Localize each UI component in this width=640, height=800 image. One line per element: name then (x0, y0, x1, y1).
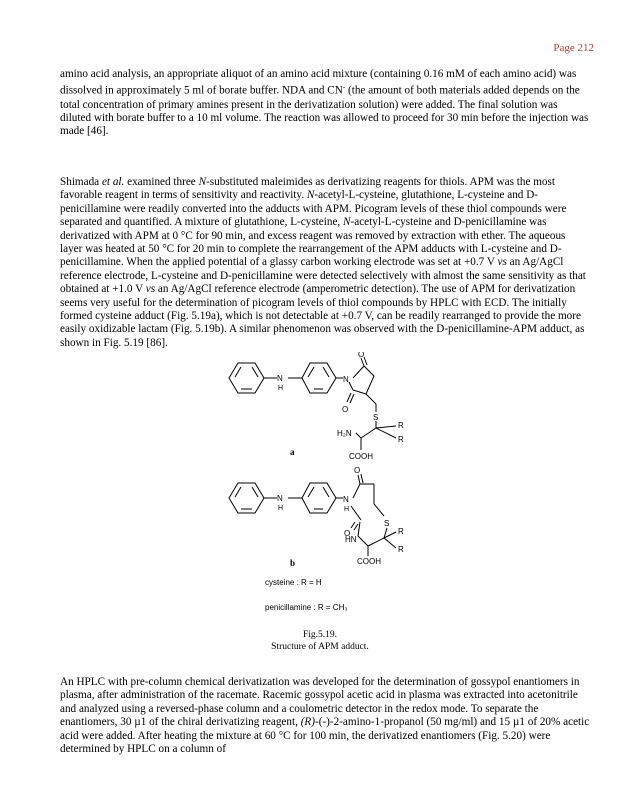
carbonyl-o-a1: O (358, 352, 365, 359)
p1-superscript: - (342, 83, 346, 92)
paragraph-gossypol-hplc (60, 676, 590, 756)
lactam-hn-b: HN (345, 535, 357, 544)
figure-number: Fig.5.19. (302, 630, 338, 640)
p2-n3: N (343, 216, 351, 229)
amine-h-a: H (278, 385, 284, 392)
p3-text-b: -(-)-2-amino-1-propanol (50 mg/ml) and 15 µ1 of 20% acetic acid were added. After heating the mixture at 60 °C for 100 min, the derivatized enantiomers (Fig. 5.20) were determined by HPLC on a column of (60, 716, 590, 756)
legend-cysteine: cysteine : R = H (265, 578, 322, 587)
paragraph-shimada-apm (60, 176, 590, 350)
structure-label-b: b (290, 558, 296, 568)
amine-n-a: N (277, 374, 283, 383)
p3-reagent-config: (R) (300, 716, 315, 729)
carbonyl-o-a2: O (342, 405, 349, 414)
p2-vs2: vs (145, 283, 156, 296)
p2-text-c: -substituted maleimides as derivatizing reagents for thiols. APM was the most favorable reagent in terms of sensitivity and reactivity. (60, 176, 555, 202)
lactam-ring-b (358, 522, 387, 546)
structure-label-a: a (290, 447, 295, 457)
p2-text-g: an Ag/AgCl reference electrode (amperometric detection). The use of APM for derivatization seems very useful for the determination of picogram levels of thiol compounds by HPLC with ECD. The initially formed cysteine adduct (Fig. 5.19a), which is not detectable at +0.7 V, can be readily rearranged to provide the more easily oxidizable lactam (Fig. 5.19b). A similar phenomenon was observed with the D-penicillamine-APM adduct, as shown in Fig. 5.19 [86]. (60, 283, 585, 349)
paragraph-amino-acid-analysis (60, 68, 590, 139)
r-group-a2: R (398, 435, 404, 444)
apm-adduct-structure-figure (210, 352, 440, 632)
p2-etal: et al. (101, 176, 125, 188)
cooh-a: COOH (349, 452, 373, 461)
p2-n1: N (198, 176, 207, 188)
imide-n-a: N (343, 375, 349, 384)
amide-n-b: N (343, 495, 349, 504)
page-number: Page 212 (553, 42, 594, 54)
sulfur-b: S (384, 519, 390, 528)
p2-text-d: -acetyl-L-cysteine, glutathione, L-cysteine and D-penicillamine were readily converted into the adducts with APM. Picogram levels of these thiol compounds were separated and quantified. A mixture of glutathione, L-cysteine, (60, 189, 567, 229)
r-group-a1: R (398, 421, 404, 430)
r-group-b2: R (398, 545, 404, 554)
legend-penicillamine: penicillamine : R = CH₃ (265, 603, 348, 612)
sulfur-a: S (373, 413, 379, 422)
figure-caption: Structure of APM adduct. (271, 642, 369, 652)
p2-n2: N (306, 189, 315, 202)
p2-text-b: examined three (124, 176, 199, 188)
amine-h-b: H (278, 505, 284, 512)
carbonyl-o-b1: O (354, 466, 361, 475)
side-chain-b (374, 484, 384, 516)
succinimide-ring-a (349, 366, 374, 394)
cooh-b: COOH (357, 557, 381, 566)
r-group-b1: R (398, 527, 404, 536)
p2-text-f: an Ag/AgCl reference electrode, L-cysteine and D-penicillamine were detected selectively with almost the same sensitivity as that obtained at +1.0 V (60, 256, 586, 296)
p2-vs1: vs (497, 256, 507, 269)
amino-a: H₂N (337, 429, 352, 438)
p1-text-a: amino acid analysis, an appropriate aliquot of an amino acid mixture (containing 0.16 mM of each amino acid) was dissolved in approximately 5 ml of borate buffer. NDA and CN (60, 68, 577, 98)
amine-n-b: N (277, 494, 283, 503)
amide-h-b: H (344, 506, 350, 513)
carbonyl-o-b2: O (344, 529, 351, 538)
p2-text-a: Shimada (60, 176, 102, 188)
p1-text-b: (the amount of both materials added depends on the total concentration of primary amines present in the derivatization solution) were added. The final solution was diluted with borate buffer to a 10 ml volume. The reaction was allowed to proceed for 30 min before the injection was made [46]. (60, 85, 589, 138)
p3-text-a: An HPLC with pre-column chemical derivatization was developed for the determination of gossypol enantiomers in plasma, after administration of the racemate. Racemic gossypol acetic acid in plasma was extracted into acetonitrile and analyzed using a reversed-phase column and a coulometric detector in the redox mode. To separate the enantiomers, 30 µ1 of the chiral derivatizing reagent, (60, 676, 580, 729)
p2-text-e: -acetyl-L-cysteine and D-penicillamine was derivatized with APM at 0 °C for 90 min, and excess reagent was removed by extraction with ether. The aqueous layer was heated at 50 °C for 20 min to complete the rearrangement of the APM adducts with L-cysteine and D-penicillamine. When the applied potential of a glassy carbon working electrode was set at +0.7 V (60, 216, 566, 269)
